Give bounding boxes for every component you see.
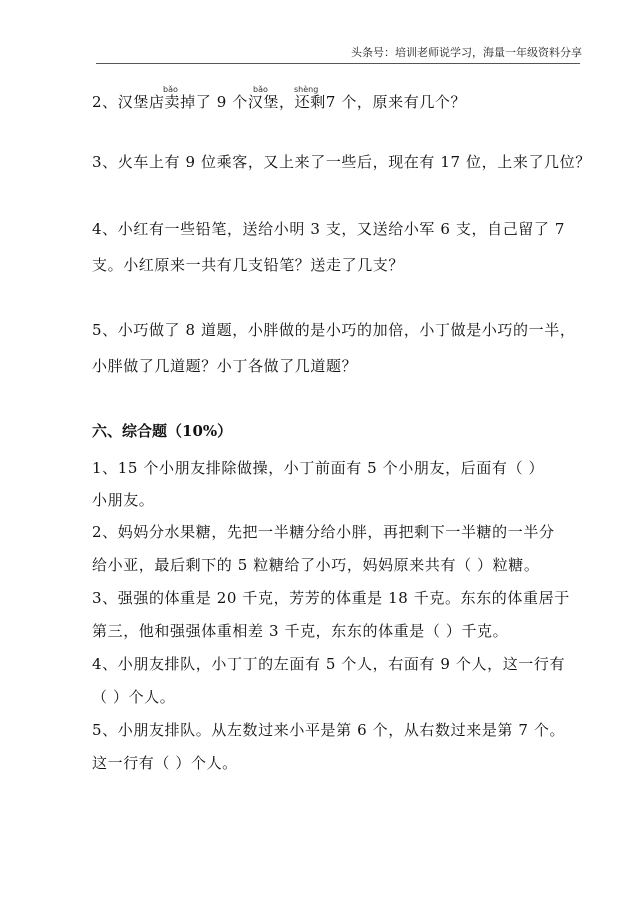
s6-question-2-line-1: 2、妈妈分水果糖，先把一半糖分给小胖，再把剩下一半糖的一半分 — [92, 523, 555, 541]
page-header: 头条号：培训老师说学习，海量一年级资料分享 — [351, 46, 582, 59]
question-4-line-2: 支。小红原来一共有几支铅笔？送走了几支？ — [92, 256, 405, 274]
s6-question-2-line-2: 给小亚，最后剩下的 5 粒糖给了小巧，妈妈原来共有（ ）粒糖。 — [92, 556, 540, 574]
s6-question-1-line-2: 小朋友。 — [92, 491, 155, 509]
s6-question-3-line-1: 3、强强的体重是 20 千克，芳芳的体重是 18 千克。东东的体重居于 — [92, 589, 570, 607]
header-rule — [96, 63, 580, 64]
section-6-title: 六、综合题（10%） — [92, 422, 233, 440]
pinyin-sheng: shèng — [294, 85, 319, 94]
question-2: 2、汉堡店卖掉了 9 个汉堡，还剩7 个，原来有几个？ — [92, 93, 467, 111]
s6-question-5-line-2: 这一行有（ ）个人。 — [92, 754, 238, 772]
s6-question-3-line-2: 第三，他和强强体重相差 3 千克，东东的体重是（ ）千克。 — [92, 622, 509, 640]
s6-question-1-line-1: 1、15 个小朋友排除做操，小丁前面有 5 个小朋友，后面有（ ） — [92, 459, 545, 477]
question-3: 3、火车上有 9 位乘客，又上来了一些后，现在有 17 位，上来了几位？ — [92, 153, 591, 171]
pinyin-bao-2: bǎo — [253, 85, 268, 94]
s6-question-4-line-1: 4、小朋友排队，小丁丁的左面有 5 个人，右面有 9 个人，这一行有 — [92, 655, 566, 673]
pinyin-bao-1: bǎo — [163, 85, 178, 94]
s6-question-4-line-2: （ ）个人。 — [92, 688, 176, 706]
question-5-line-1: 5、小巧做了 8 道题，小胖做的是小巧的加倍，小丁做是小巧的一半， — [92, 321, 576, 339]
question-5-line-2: 小胖做了几道题？小丁各做了几道题？ — [92, 357, 358, 375]
s6-question-5-line-1: 5、小朋友排队。从左数过来小平是第 6 个，从右数过来是第 7 个。 — [92, 721, 566, 739]
question-4-line-1: 4、小红有一些铅笔，送给小明 3 支，又送给小军 6 支，自己留了 7 — [92, 220, 566, 238]
